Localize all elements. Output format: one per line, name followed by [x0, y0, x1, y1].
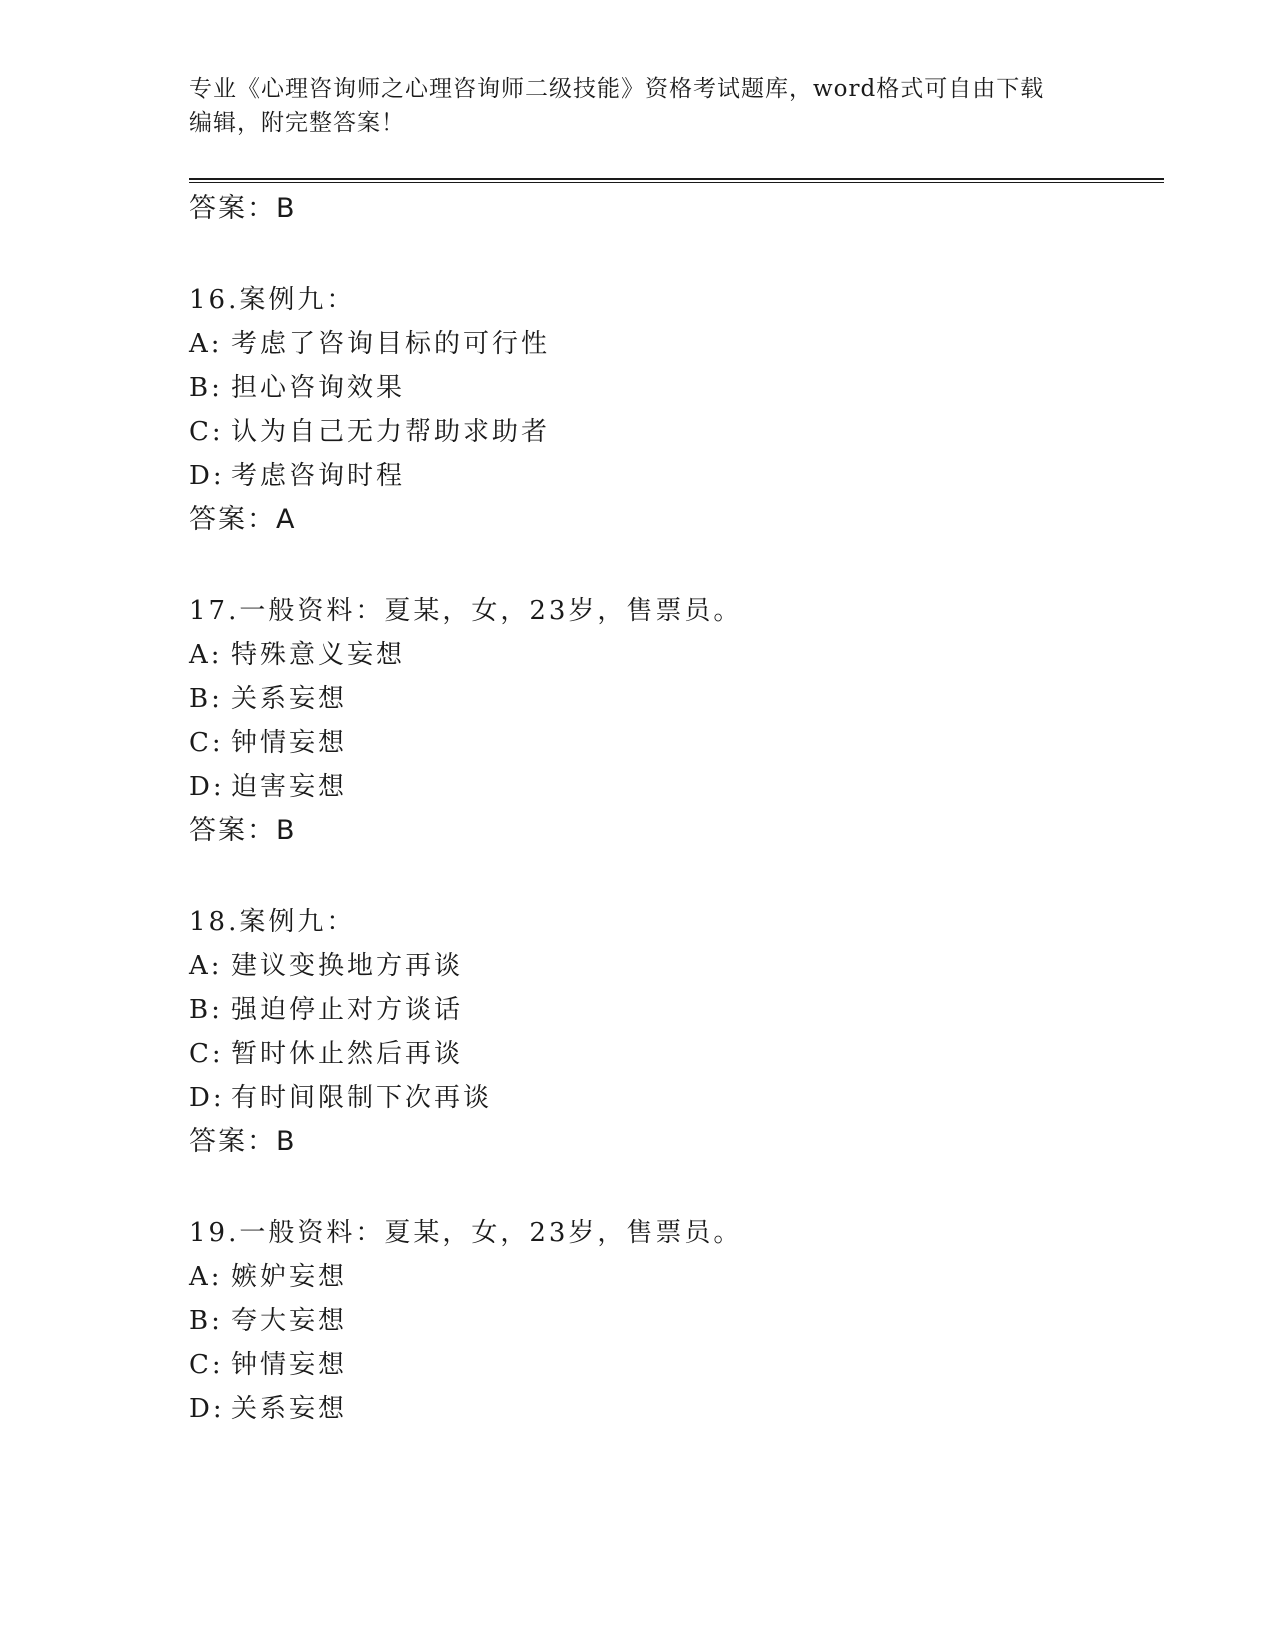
option-letter: C: [189, 1350, 224, 1380]
question-stem: 17.一般资料：夏某，女，23岁，售票员。 [189, 596, 743, 626]
answer-line: 答案：B [189, 1126, 297, 1157]
option-text: 迫害妄想 [231, 772, 348, 802]
option-text: 关系妄想 [231, 684, 348, 714]
option-c [189, 726, 347, 760]
answer-line: 答案：B [189, 815, 297, 846]
option-text: 有时间限制下次再谈 [231, 1083, 493, 1113]
option-a [189, 1260, 347, 1294]
option-text: 考虑咨询时程 [231, 461, 406, 491]
option-letter: B: [189, 1306, 223, 1336]
option-letter: B: [189, 995, 223, 1025]
question-stem: 18.案例九： [189, 907, 356, 937]
option-letter: B: [189, 684, 223, 714]
option-letter: B: [189, 373, 223, 403]
question-stem: 16.案例九： [189, 285, 356, 315]
option-a [189, 327, 550, 361]
option-text: 特殊意义妄想 [231, 640, 406, 670]
option-text: 关系妄想 [231, 1394, 348, 1424]
option-letter: D: [189, 1083, 225, 1113]
option-c [189, 415, 550, 449]
header-line-2: 编辑，附完整答案！ [189, 110, 405, 136]
option-text: 钟情妄想 [231, 728, 348, 758]
option-letter: A: [189, 640, 223, 670]
document-header-note [189, 72, 1079, 140]
option-letter: A: [189, 329, 223, 359]
option-d [189, 1392, 347, 1426]
option-b [189, 682, 347, 716]
option-text: 嫉妒妄想 [231, 1262, 348, 1292]
option-a [189, 949, 463, 983]
option-b [189, 1304, 347, 1338]
answer-line: 答案：B [189, 193, 297, 224]
option-text: 暂时休止然后再谈 [231, 1039, 464, 1069]
option-d [189, 459, 405, 493]
option-a [189, 638, 405, 672]
option-text: 夸大妄想 [231, 1306, 348, 1336]
option-c [189, 1348, 347, 1382]
option-letter: D: [189, 1394, 225, 1424]
option-letter: D: [189, 772, 225, 802]
option-text: 强迫停止对方谈话 [231, 995, 464, 1025]
option-letter: C: [189, 1039, 224, 1069]
answer-line: 答案：A [189, 504, 297, 535]
header-divider [189, 178, 1164, 183]
option-text: 认为自己无力帮助求助者 [231, 417, 551, 447]
option-text: 担心咨询效果 [231, 373, 406, 403]
header-line-1: 专业《心理咨询师之心理咨询师二级技能》资格考试题库，word格式可自由下载 [189, 76, 1045, 102]
option-b [189, 371, 405, 405]
option-d [189, 770, 347, 804]
option-letter: A: [189, 1262, 223, 1292]
option-letter: D: [189, 461, 225, 491]
option-letter: A: [189, 951, 223, 981]
option-b [189, 993, 463, 1027]
question-stem: 19.一般资料：夏某，女，23岁，售票员。 [189, 1218, 743, 1248]
option-text: 钟情妄想 [231, 1350, 348, 1380]
option-letter: C: [189, 728, 224, 758]
option-text: 考虑了咨询目标的可行性 [231, 329, 551, 359]
option-c [189, 1037, 463, 1071]
option-text: 建议变换地方再谈 [231, 951, 464, 981]
option-d [189, 1081, 492, 1115]
option-letter: C: [189, 417, 224, 447]
